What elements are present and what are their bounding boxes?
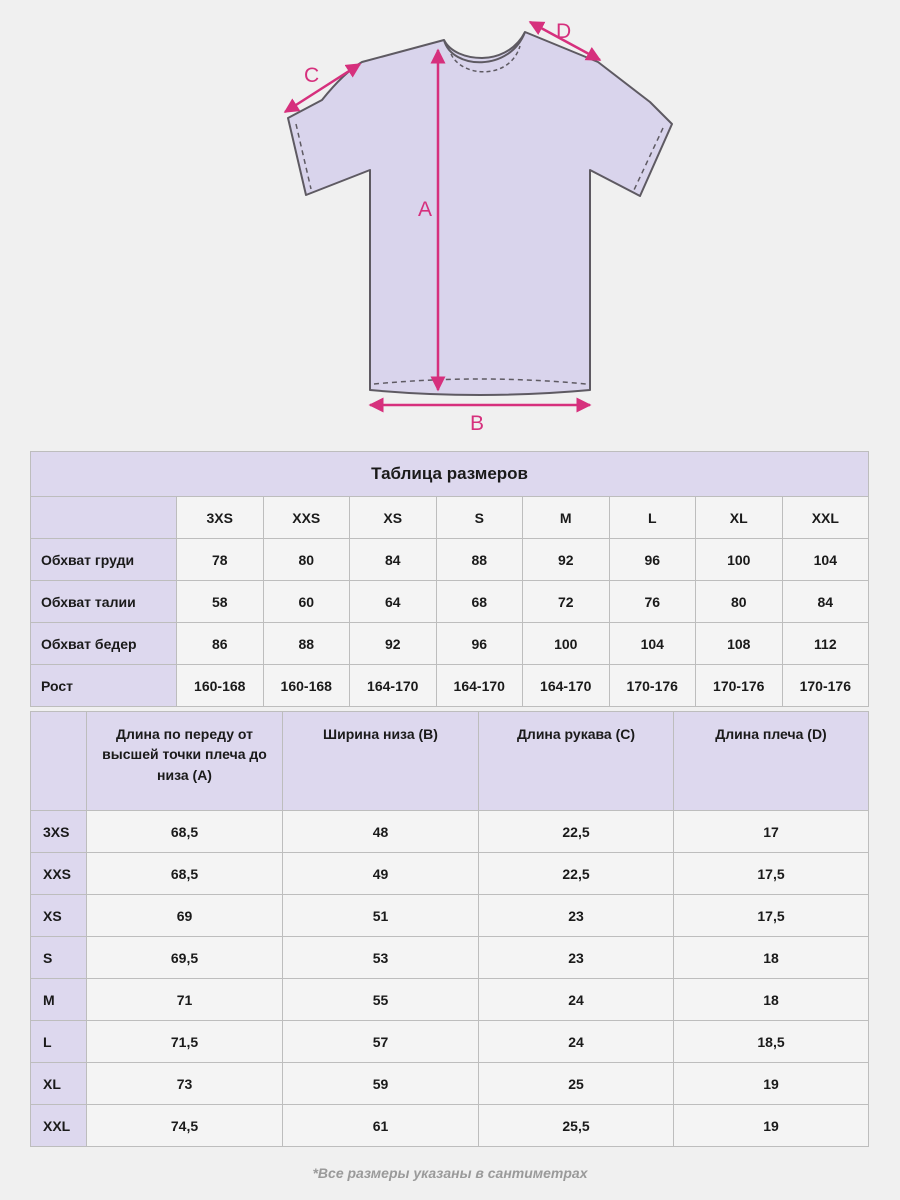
- row-label: Обхват груди: [31, 539, 177, 581]
- table-cell: 22,5: [479, 853, 674, 895]
- table-cell: 25,5: [479, 1105, 674, 1147]
- header-shoulder-d: Длина плеча (D): [674, 712, 869, 811]
- table-cell: 112: [782, 623, 869, 665]
- table-cell: 24: [479, 979, 674, 1021]
- table-cell: 51: [283, 895, 479, 937]
- row-size-label: S: [31, 937, 87, 979]
- table-cell: 22,5: [479, 811, 674, 853]
- table-cell: 71: [87, 979, 283, 1021]
- table-cell: 69: [87, 895, 283, 937]
- table-row: [31, 1021, 869, 1063]
- table-row: [31, 623, 869, 665]
- table-row: [31, 979, 869, 1021]
- table-cell: 96: [609, 539, 696, 581]
- table-cell: 92: [350, 623, 437, 665]
- table-cell: 61: [283, 1105, 479, 1147]
- size-header-cell: S: [436, 497, 523, 539]
- tshirt-shape: [288, 32, 672, 395]
- table-cell: 17: [674, 811, 869, 853]
- table-cell: 80: [696, 581, 783, 623]
- table-cell: 23: [479, 937, 674, 979]
- table-cell: 74,5: [87, 1105, 283, 1147]
- table-cell: 84: [350, 539, 437, 581]
- table-cell: 68,5: [87, 853, 283, 895]
- table-cell: 160-168: [263, 665, 350, 707]
- measure-header-row: [31, 712, 869, 811]
- footnote: *Все размеры указаны в сантиметрах: [312, 1165, 588, 1181]
- tshirt-diagram: [0, 0, 900, 440]
- table-cell: 100: [523, 623, 610, 665]
- label-b: B: [470, 412, 485, 435]
- table-cell: 76: [609, 581, 696, 623]
- label-d: D: [556, 20, 572, 43]
- table-cell: 92: [523, 539, 610, 581]
- row-label: Рост: [31, 665, 177, 707]
- table-row: [31, 539, 869, 581]
- table-cell: 25: [479, 1063, 674, 1105]
- table-cell: 24: [479, 1021, 674, 1063]
- table-cell: 73: [87, 1063, 283, 1105]
- row-size-label: XS: [31, 895, 87, 937]
- row-label: Обхват бедер: [31, 623, 177, 665]
- size-header-row: [31, 497, 869, 539]
- table-cell: 68,5: [87, 811, 283, 853]
- table-cell: 18: [674, 979, 869, 1021]
- table-row: [31, 1063, 869, 1105]
- row-size-label: L: [31, 1021, 87, 1063]
- table-cell: 164-170: [523, 665, 610, 707]
- table-cell: 108: [696, 623, 783, 665]
- row-label: Обхват талии: [31, 581, 177, 623]
- table-row: [31, 937, 869, 979]
- table-row: [31, 581, 869, 623]
- table-cell: 170-176: [609, 665, 696, 707]
- table-row: [31, 811, 869, 853]
- table-cell: 86: [177, 623, 264, 665]
- table-cell: 57: [283, 1021, 479, 1063]
- table-cell: 170-176: [782, 665, 869, 707]
- table-cell: 64: [350, 581, 437, 623]
- table-cell: 68: [436, 581, 523, 623]
- table-cell: 104: [609, 623, 696, 665]
- row-size-label: XL: [31, 1063, 87, 1105]
- corner-cell: [31, 497, 177, 539]
- table-cell: 58: [177, 581, 264, 623]
- row-size-label: 3XS: [31, 811, 87, 853]
- table-cell: 160-168: [177, 665, 264, 707]
- table-row: [31, 895, 869, 937]
- table-cell: 100: [696, 539, 783, 581]
- table-cell: 71,5: [87, 1021, 283, 1063]
- table-cell: 49: [283, 853, 479, 895]
- table-cell: 88: [263, 623, 350, 665]
- table-cell: 18,5: [674, 1021, 869, 1063]
- table-row: [31, 665, 869, 707]
- table-cell: 88: [436, 539, 523, 581]
- table-cell: 23: [479, 895, 674, 937]
- measurement-table: [30, 711, 869, 1147]
- header-width-b: Ширина низа (B): [283, 712, 479, 811]
- table-cell: 69,5: [87, 937, 283, 979]
- label-c: C: [304, 64, 320, 87]
- table-cell: 104: [782, 539, 869, 581]
- header-length-a: Длина по переду от высшей точки плеча до низа (A): [87, 712, 283, 811]
- row-size-label: XXS: [31, 853, 87, 895]
- size-header-cell: XS: [350, 497, 437, 539]
- table-cell: 59: [283, 1063, 479, 1105]
- table-cell: 48: [283, 811, 479, 853]
- table-cell: 53: [283, 937, 479, 979]
- table-cell: 170-176: [696, 665, 783, 707]
- table-cell: 18: [674, 937, 869, 979]
- row-size-label: M: [31, 979, 87, 1021]
- corner-cell: [31, 712, 87, 811]
- table-row: [31, 853, 869, 895]
- table-cell: 19: [674, 1063, 869, 1105]
- table-cell: 80: [263, 539, 350, 581]
- table-cell: 164-170: [350, 665, 437, 707]
- table-row: [31, 1105, 869, 1147]
- table-cell: 96: [436, 623, 523, 665]
- size-header-cell: M: [523, 497, 610, 539]
- label-a: A: [418, 198, 433, 221]
- size-table-title: Таблица размеров: [31, 452, 869, 497]
- table-cell: 164-170: [436, 665, 523, 707]
- size-header-cell: L: [609, 497, 696, 539]
- table-cell: 78: [177, 539, 264, 581]
- table-cell: 17,5: [674, 895, 869, 937]
- table-cell: 84: [782, 581, 869, 623]
- table-cell: 55: [283, 979, 479, 1021]
- row-size-label: XXL: [31, 1105, 87, 1147]
- size-header-cell: 3XS: [177, 497, 264, 539]
- size-table: [30, 451, 869, 707]
- table-cell: 17,5: [674, 853, 869, 895]
- header-sleeve-c: Длина рукава (C): [479, 712, 674, 811]
- table-cell: 72: [523, 581, 610, 623]
- size-header-cell: XL: [696, 497, 783, 539]
- size-header-cell: XXL: [782, 497, 869, 539]
- table-cell: 60: [263, 581, 350, 623]
- table-cell: 19: [674, 1105, 869, 1147]
- size-header-cell: XXS: [263, 497, 350, 539]
